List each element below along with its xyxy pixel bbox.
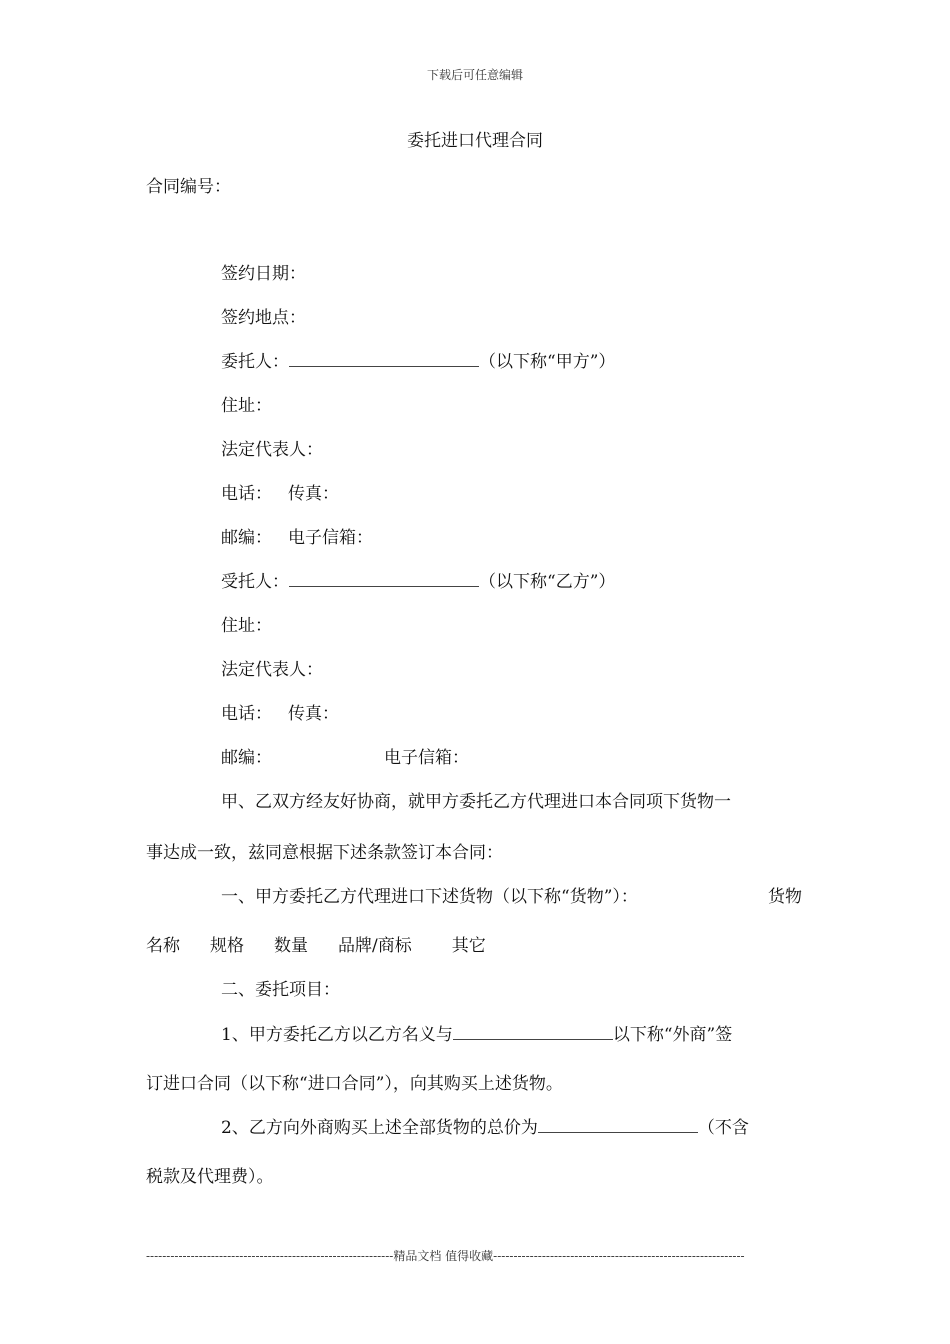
section2-item2-line1 — [221, 1113, 749, 1138]
section2-item1-line2: 订进口合同（以下称“进口合同”），向其购买上述货物。 — [146, 1074, 563, 1094]
section2-item2-line2: 税款及代理费）。 — [146, 1167, 274, 1187]
party-b-name-blank — [289, 572, 479, 587]
goods-col-other: 其它 — [451, 936, 486, 956]
party-b-postcode-label: 邮编： — [221, 748, 272, 768]
section1-goods-label: 货物 — [768, 887, 802, 907]
party-a-postal-line — [221, 523, 373, 548]
footer-banner — [146, 1247, 796, 1264]
party-b-fax-label: 传真： — [288, 704, 339, 724]
party-b-phone-label: 电话： — [221, 704, 272, 724]
section2-item1-text-b: 以下称“外商”签 — [612, 1025, 733, 1045]
party-b-email-label: 电子信箱： — [384, 748, 469, 768]
section2-item2-text-b: （不含 — [697, 1118, 749, 1138]
party-a-postcode-label: 邮编： — [221, 528, 272, 548]
goods-col-brand: 品牌/商标 — [338, 936, 412, 956]
party-b-legal-rep-label: 法定代表人： — [221, 660, 323, 680]
header-note: 下载后可任意编辑 — [426, 68, 523, 82]
section2-item2-text-a: 2、乙方向外商购买上述全部货物的总价为 — [221, 1118, 538, 1138]
party-b-contact-line — [221, 699, 339, 724]
party-a-suffix: （以下称“甲方”） — [479, 352, 616, 372]
party-b-label: 受托人： — [221, 572, 289, 592]
party-a-name-blank — [289, 352, 479, 367]
section2-item1-line1 — [221, 1020, 732, 1045]
goods-col-name: 名称 — [146, 936, 180, 956]
party-a-phone-label: 电话： — [221, 484, 272, 504]
party-a-legal-rep-label: 法定代表人： — [221, 440, 323, 460]
section2-item1-text-a: 1、甲方委托乙方以乙方名义与 — [221, 1025, 453, 1045]
foreign-party-blank — [453, 1025, 613, 1040]
sign-date-label: 签约日期： — [221, 264, 306, 284]
section2-heading: 二、委托项目： — [221, 980, 340, 1000]
party-a-email-label: 电子信箱： — [288, 528, 373, 548]
party-a-fax-label: 传真： — [288, 484, 339, 504]
party-b-address-label: 住址： — [221, 616, 272, 636]
contract-number-label: 合同编号： — [146, 177, 231, 197]
party-b-postal-line — [221, 743, 469, 768]
sign-place-label: 签约地点： — [221, 308, 306, 328]
intro-line-1: 甲、乙双方经友好协商，就甲方委托乙方代理进口本合同项下货物一 — [221, 792, 731, 812]
footer-dashes-left: ------------------------------------------------------------- — [146, 1249, 394, 1263]
party-a-label: 委托人： — [221, 352, 289, 372]
party-b-suffix: （以下称“乙方”） — [479, 572, 616, 592]
goods-col-quantity: 数量 — [274, 936, 308, 956]
goods-col-spec: 规格 — [210, 936, 244, 956]
party-a-contact-line — [221, 479, 339, 504]
document-title: 委托进口代理合同 — [407, 131, 543, 151]
intro-line-2: 事达成一致，兹同意根据下述条款签订本合同： — [146, 843, 503, 863]
party-b-line — [221, 567, 615, 592]
footer-text: 精品文档 值得收藏 — [393, 1249, 494, 1263]
section1-heading: 一、甲方委托乙方代理进口下述货物（以下称“货物”）： — [221, 887, 638, 907]
party-a-address-label: 住址： — [221, 396, 272, 416]
footer-dashes-right: -------------------------------------------------------------- — [493, 1249, 745, 1263]
party-a-line — [221, 347, 615, 372]
goods-columns-row — [146, 931, 486, 956]
total-price-blank — [538, 1118, 698, 1133]
